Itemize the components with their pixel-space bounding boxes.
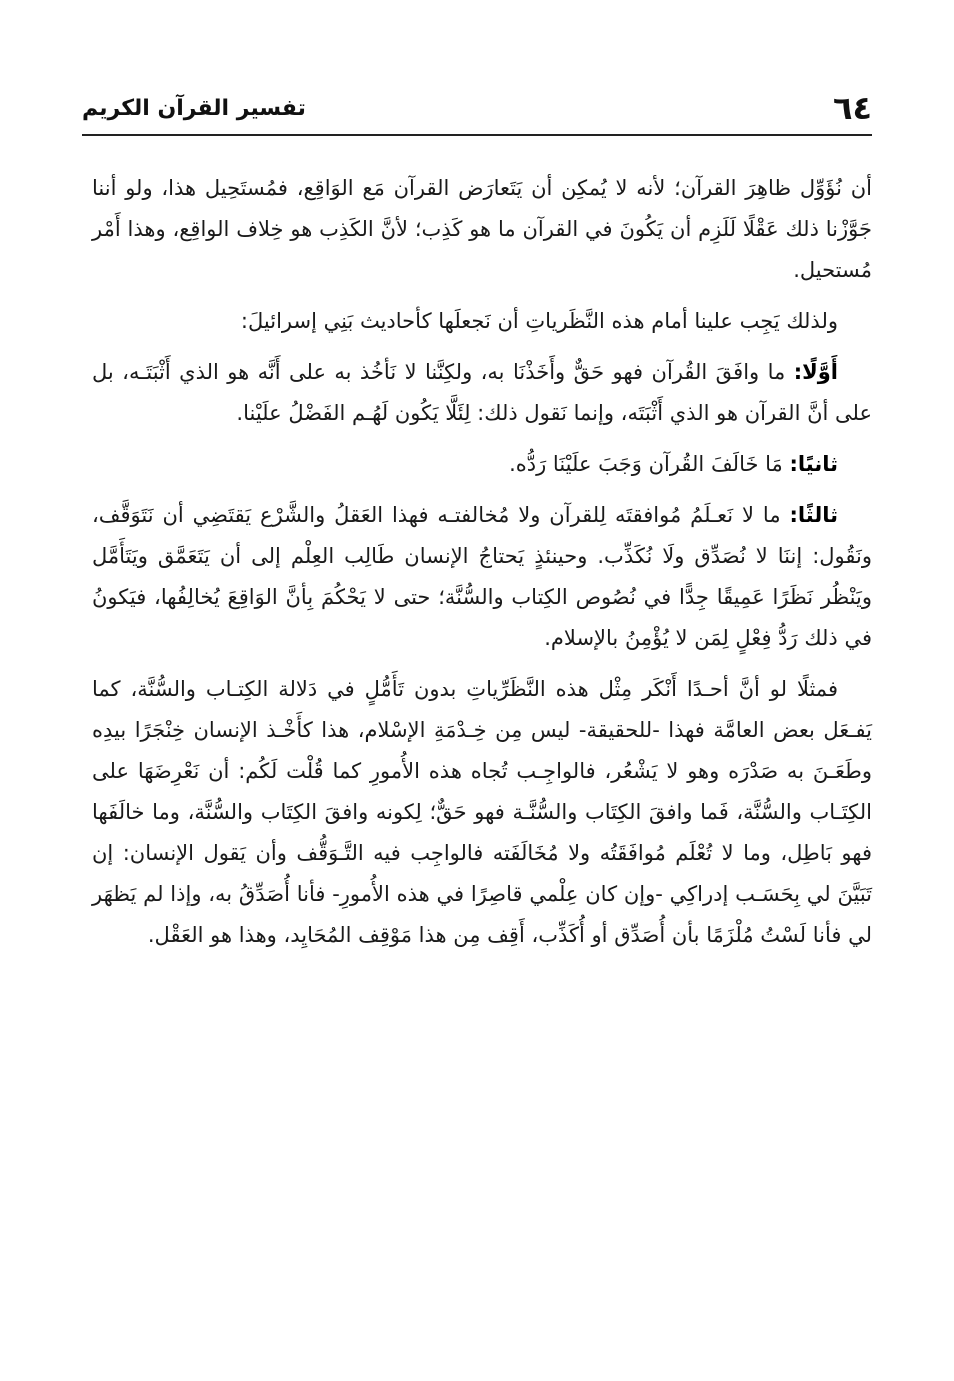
paragraph-2 [92,301,872,342]
paragraph-example [92,669,872,956]
paragraph-first [92,352,872,434]
paragraph-1 [92,168,872,291]
paragraph-text: ما وافَقَ القُرآن فهو حَقٌّ وأَخَذْنَا به، ولكِنَّنا لا نَأخُذ به على أَنَّه هو الذي أَثْبَتَـه، بل على أنَّ القرآن هو الذي أَثْبَتَه، وإنما نَقول ذلك: لِئَلَّا يَكُون لَهُـم الفَضْلُ علَيْنا. [92,360,872,425]
page-number: ٦٤ [832,89,872,127]
header-rule [82,134,872,136]
paragraph-text: ولذلك يَجِب علينا أمام هذه النَّظَرياتِ أن نَجعلَها كأحاديث بَنِي إسرائيلَ: [240,309,838,333]
paragraph-label: ثانيًا: [789,452,838,476]
paragraph-second [92,444,872,485]
body-text [92,168,872,966]
paragraph-third [92,495,872,659]
page-header [82,88,872,132]
paragraph-label: أَوَّلًا: [793,360,838,384]
paragraph-text: فمثلًا لو أنَّ أحـدًا أَنْكَر مِثْل هذه النَّظَرِّياتِ بدون تَأَمُّلٍ في دَلالة الكِتـاب والسُّنَّة، كما يَفـعَل بعض العامَّة فهذا -للحقيقة- ليس مِن خِـدْمَةِ الإسْلام، هذا كأَخْـذ الإنسان خِنْجَرًا بيدِه وطَعَـنَ به صَدْرَه وهو لا يَشْعُر، فالواجِـب تُجاه هذه الأُمورِ كما قُلْت لَكُم: أن نَعْرِضَهَا على الكِتَـاب والسُّنَّة، فَما وافقَ الكِتَاب والسُّنَّـة فهو حَقٌّ؛ لِكونه وافقَ الكِتَاب والسُّنَّة، وما خالَفَها فهو بَاطِل، وما لا تُعْلَم مُوافَقَتُه ولا مُخَالَفَته فالواجِب فيه التَّـوَقُّف وأن يَقول الإنسان: إن تَبَيَّنَ لي بِحَسَـب إدراكِي -وإن كان عِلْمي قاصِرًا في هذه الأُمورِ- فأنا أُصَدِّقُ به، وإذا لم يَظهَر لي فأنا لَسْتُ مُلْزَمًا بأن أُصَدِّق أو أُكَذِّب، أَقِف مِن هذا مَوْقِف المُحَايِد، وهذا هو العَقْل. [92,677,872,947]
paragraph-text: أن نُؤَوِّل ظاهِرَ القرآن؛ لأنه لا يُمكِن أن يَتَعارَض القرآن مَع الوَاقِع، فمُستَحِيل هذا، ولو أننا جَوَّزْنا ذلك عَقْلًا لَلَزِم أن يَكُونَ في القرآن ما هو كَذِب؛ لأنَّ الكَذِب هو خِلاف الواقِع، وهذا أَمْر مُستحيل. [92,176,872,282]
running-title: تفسير القرآن الكريم [82,96,306,121]
paragraph-text: مَا خَالَفَ القُرآن وَجَبَ علَيْنَا رَدُّه. [509,452,783,476]
paragraph-label: ثالثًا: [789,503,838,527]
paragraph-text: ما لا نَعـلَمُ مُوافقتَه لِلقرآن ولا مُخالفتـه فهذا العَقلُ والشَّرْع يَقتَضِي أن نَتَوَقَّف، ونَقُول: إننَا لا نُصَدِّق ولَا نُكَذِّب. وحينئذٍ يَحتاجُ الإنسان طَالِب العِلْم إلى أن يَتَعَمَّق ويَتَأَمَّل ويَنْظُر نَظَرًا عَمِيقًا جِدًّا في نُصُوص الكِتاب والسُّنَّة؛ حتى لا يَحْكُمَ بِأنَّ الوَاقِعَ يُخالِفُها، فيَكونُ في ذلك رَدُّ فِعْلٍ لِمَن لا يُؤْمِنُ بالإسلام. [92,503,872,650]
